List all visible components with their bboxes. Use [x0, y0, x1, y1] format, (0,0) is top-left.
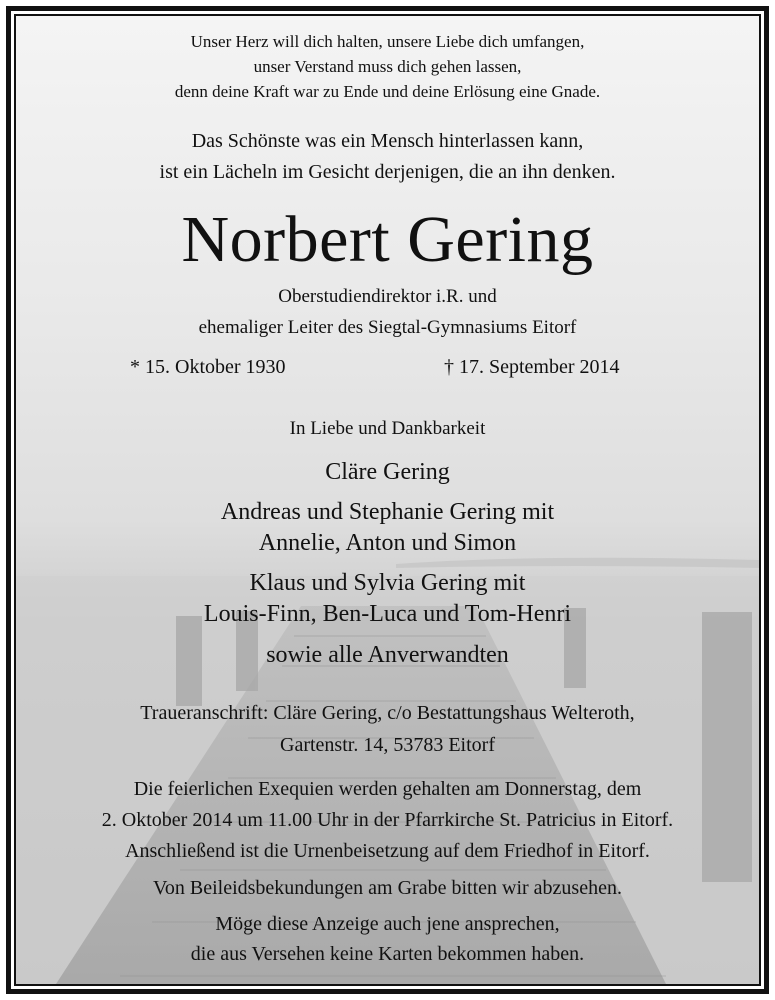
- death-date: † 17. September 2014: [444, 356, 620, 378]
- quote-line-2: ist ein Lächeln im Gesicht derjenigen, die an ihn denken.: [159, 161, 616, 183]
- thanks-line: In Liebe und Dankbarkeit: [289, 418, 486, 439]
- family-line-5: Louis-Finn, Ben-Luca und Tom-Henri: [203, 601, 572, 627]
- deceased-name: Norbert Gering: [181, 203, 594, 276]
- closing-line-1: Möge diese Anzeige auch jene ansprechen,: [215, 913, 560, 935]
- address-line-1: Traueranschrift: Cläre Gering, c/o Bestattungshaus Welteroth,: [140, 702, 635, 724]
- family-line-2: Andreas und Stephanie Gering mit: [220, 499, 555, 525]
- intro-poem-line-1: Unser Herz will dich halten, unsere Liebe dich umfangen,: [190, 32, 585, 51]
- family-line-1: Cläre Gering: [325, 459, 450, 485]
- title-line-2: ehemaliger Leiter des Siegtal-Gymnasiums Eitorf: [198, 317, 577, 338]
- condolence-note: Von Beileidsbekundungen am Grabe bitten wir abzusehen.: [153, 877, 622, 899]
- address-line-2: Gartenstr. 14, 53783 Eitorf: [280, 734, 495, 756]
- quote-line-1: Das Schönste was ein Mensch hinterlassen kann,: [191, 130, 584, 152]
- service-line-2: 2. Oktober 2014 um 11.00 Uhr in der Pfarrkirche St. Patricius in Eitorf.: [101, 809, 674, 831]
- family-line-4: Klaus und Sylvia Gering mit: [249, 570, 526, 596]
- title-line-1: Oberstudiendirektor i.R. und: [278, 286, 497, 307]
- birth-date: * 15. Oktober 1930: [130, 356, 286, 378]
- closing-line-2: die aus Versehen keine Karten bekommen haben.: [190, 943, 585, 965]
- notice-content: [16, 16, 759, 984]
- service-line-1: Die feierlichen Exequien werden gehalten am Donnerstag, dem: [133, 778, 642, 800]
- intro-poem-line-2: unser Verstand muss dich gehen lassen,: [253, 57, 522, 76]
- family-line-3: Annelie, Anton und Simon: [258, 530, 517, 556]
- intro-poem-line-3: denn deine Kraft war zu Ende und deine Erlösung eine Gnade.: [174, 82, 601, 101]
- obituary-notice: [14, 14, 761, 986]
- service-line-3: Anschließend ist die Urnenbeisetzung auf dem Friedhof in Eitorf.: [125, 840, 650, 862]
- family-line-6: sowie alle Anverwandten: [266, 642, 509, 668]
